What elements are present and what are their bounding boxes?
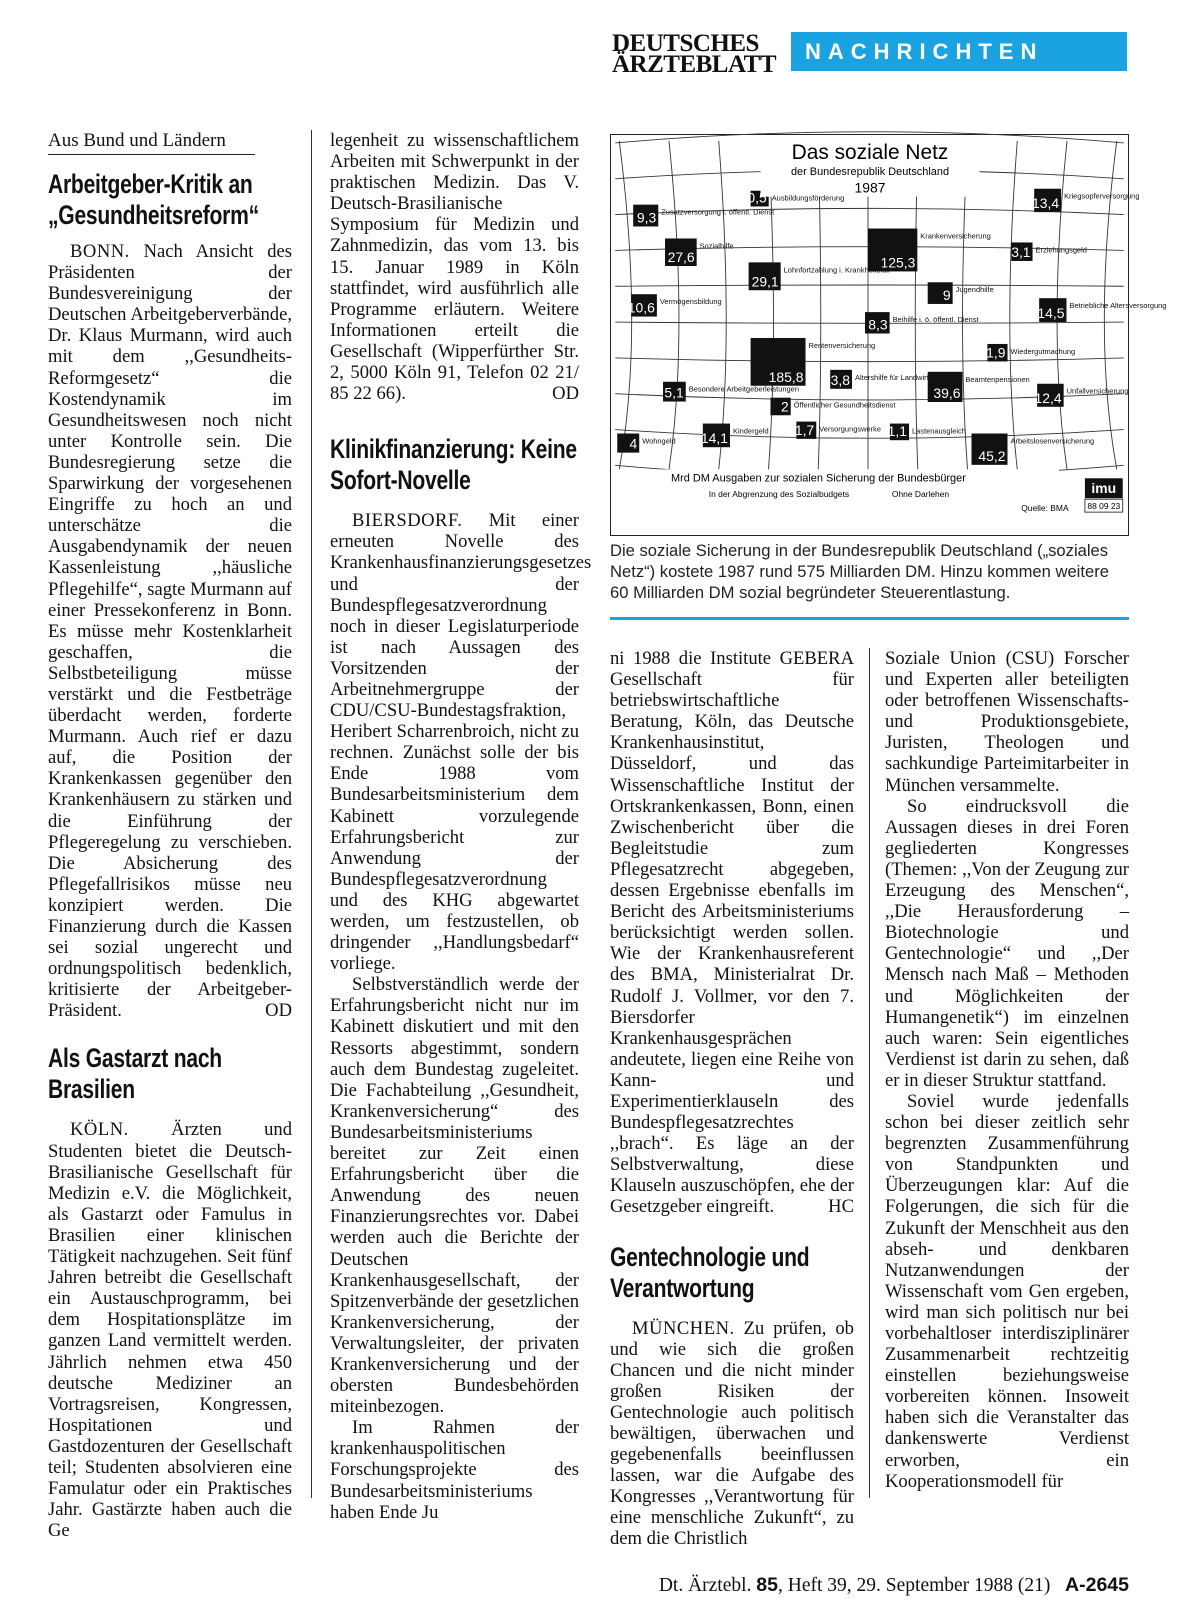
cell-value: 1,1	[887, 423, 908, 440]
cell-label: Besondere Arbeitgeberleistungen	[688, 384, 799, 394]
cell-label: Beamtenpensionen	[965, 374, 1030, 384]
article-paragraph: Selbstverständlich werde der Erfahrungsbericht nicht nur im Kabinett diskutiert und mit den Ressorts abgestimmt, sondern auch dem Bundestag zugeleitet. Die Fachabteilung ,,Gesundheit, Krankenversicherung“ des Bundesarbeitsministeriums bereitet zur Zeit einen Erfahrungsbericht über die Anwendung des neuen Finanzierungsrechtes vor. Dabei werden auch die Berichte der Deutschen Krankenhausgesellschaft, der Spitzenverbände der gesetzlichen Krankenversicherung, der Verwaltungsleiter, der privaten Krankenversicherung und der obersten Bundesbehörden miteinbezogen.	[330, 974, 579, 1418]
cell-label: Wohngeld	[642, 436, 676, 446]
cell-label: Beihilfe i. ö. öffentl. Dienst	[892, 315, 979, 325]
cell-label: Arbeitslosenversicherung	[1010, 436, 1095, 446]
cell-label: Ausbildungsförderung	[771, 193, 845, 203]
cell-label: Versorgungswerke	[819, 424, 881, 434]
cell-label: Betriebliche Altersversorgung	[1069, 301, 1167, 311]
article-paragraph: So eindrucksvoll die Aussagen dieses in drei Foren gegliederten Kongresses (Themen: ,,Von der Zeugung zur Erzeugung des Menschen“, ,,Die Herausforderung – Biotechnologie und Gentechnologie“ und ,,Der Mensch nach Maß – Methoden und Möglichkeiten der Humangenetik“) im einzelnen auch waren: Sein eigentliches Verdienst ist darin zu sehen, daß er in dieser Struktur stattfand.	[885, 795, 1129, 1091]
article-continuation: legenheit zu wissenschaftlichem Arbeiten mit Schwerpunkt in der praktischen Medizin. Das V. Deutsch-Brasilianische Symposium für Medizin und Zahnmedizin, das vom 13. bis 15. Januar 1989 in Köln stattfindet, wird ausführlich alle Programme erläutern. Weitere Informationen erteilt die Gesellschaft (Wipperfürther Str. 2, 5000 Köln 91, Telefon 02 21/ 85 22 66).	[330, 130, 579, 405]
dateline: KÖLN.	[70, 1119, 129, 1141]
cell-value: 13,4	[1031, 195, 1060, 212]
cell-label: Zusatzversorgung i. öffentl. Dienst	[661, 207, 775, 217]
logo-line-2: ÄRZTEBLATT	[612, 50, 777, 78]
cell-value: 0,5	[747, 189, 767, 206]
article-continuation: Soziale Union (CSU) Forscher und Experten aller beteiligten oder betroffenen Wissenschafts- und Produktionsgebiete, Juristen, Theologen und sachkundige Parteimitarbeiter in München versammelte.	[885, 648, 1129, 796]
cell-value: 8,3	[868, 316, 888, 333]
chart-subtitle: der Bundesrepublik Deutschland	[790, 165, 950, 178]
cell-label: Unfallversicherung	[1066, 386, 1129, 396]
journal-logo	[612, 30, 777, 78]
cell-value: 3,1	[1011, 243, 1031, 260]
article-body: Nach Ansicht des Präsidenten der Bundesvereinigung der Deutschen Arbeitgeberverbände, Dr. Klaus Murmann, wird auch mit dem ,,Gesundheits-Reformgesetz“ die Kostendynamik im Gesundheitswesen noch nicht unter Kontrolle sein. Die Bundesregierung setze die Sparwirkung der vorgesehenen Eingriffe zu hoch an und unterschätze die Ausgabendynamik der neuen Kassenleistung ,,häusliche Pflegehilfe“, sagte Murmann auf einer Pressekonferenz in Bonn. Es müsse mehr Kostenklarheit geschaffen, die Selbstbeteiligung müsse verstärkt und die Festbeträge überdacht werden, forderte Murmann. Auch rief er dazu auf, die Position der Krankenkassen gegenüber den Krankenhäusern zu stärken und die Einführung der Pflegeregelung zu verschieben. Die Absicherung des Pflegefallrisikos müsse neu konzipiert werden. Die Finanzierung durch die Kassen sei sozial ungerecht und ordnungspolitisch bedenklich, kritisierte der Arbeitgeber-Präsident.	[48, 241, 292, 1022]
page-footer	[583, 1574, 1129, 1597]
cell-value: 39,6	[933, 385, 961, 402]
article-continuation: ni 1988 die Institute GEBERA Gesellschaft für betriebswirtschaftliche Beratung, Köln, das Deutsche Krankenhausinstitut, Düsseldorf, und das Wissenschaftliche Institut der Ortskrankenkassen, Bonn, einen Zwischenbericht über die Begleitstudie zum Pflegesatzrecht abgegeben, dessen Ergebnisse ebenfalls im Bericht des Arbeitsministeriums berücksichtigt werden sollen. Wie der Krankenhausreferent des BMA, Ministerialrat Dr. Rudolf J. Vollmer, vor den 7. Biersdorfer Krankenhausgesprächen andeutete, liegen eine Reihe von Kann- und Experimentierklauseln des Bundespflegesatzrechtes ,,brach“. Es läge an der Selbstverwaltung, diese Klauseln auszuschöpfen, ehe der Gesetzgeber eingreift.	[610, 648, 854, 1218]
cell-label: Jugendhilfe	[955, 285, 994, 295]
column-4	[885, 648, 1129, 1492]
cell-value: 4	[629, 435, 638, 452]
cell-label: Altershilfe für Landwirte	[855, 372, 933, 382]
author-sign: OD	[265, 1000, 292, 1022]
cell-value: 9	[942, 286, 951, 303]
imu-badge-text: imu	[1091, 480, 1117, 497]
column-2	[330, 130, 592, 1523]
author-sign: OD	[552, 383, 579, 405]
cell-label: Rentenversicherung	[808, 340, 876, 350]
chart-source: Quelle: BMA	[1021, 503, 1069, 514]
cell-value: 14,1	[700, 430, 729, 447]
logo-line-1: DEUTSCHES	[612, 30, 759, 57]
cell-value: 1,7	[794, 421, 815, 438]
author-sign: HC	[828, 1196, 854, 1218]
article-paragraph: Im Rahmen der krankenhauspolitischen Forschungsprojekte des Bundesarbeitsministeriums haben Ende Ju	[330, 1417, 579, 1523]
cell-label: Öffentlicher Gesundheitsdienst	[793, 400, 896, 410]
net-cells	[617, 189, 1066, 465]
cell-label: Kindergeld	[733, 426, 769, 436]
headline-gentechnologie: Gentechnologie und Verantwortung	[610, 1241, 810, 1303]
dateline: MÜNCHEN.	[632, 1317, 735, 1339]
net-line	[615, 358, 1123, 362]
dateline: BONN.	[70, 241, 130, 262]
column-rule	[311, 130, 312, 1498]
cell-value: 1,9	[986, 344, 1006, 361]
cell-value: 29,1	[751, 273, 779, 290]
cell-label: Erziehungsgeld	[1035, 245, 1087, 255]
cell-label: Lohnfortzahlung i. Krankheitsfall	[783, 265, 890, 275]
footnote-1: In der Abgrenzung des Sozialbudgets	[708, 489, 850, 500]
cell-value: 45,2	[978, 447, 1006, 464]
footer-issue: , Heft 39, 29. September 1988 (21)	[778, 1575, 1051, 1596]
cell-value: 185,8	[768, 368, 804, 385]
cell-value: 3,8	[830, 371, 851, 388]
column-1	[48, 130, 292, 1541]
column-rule	[869, 648, 870, 1498]
cell-label: Kriegsopferversorgung	[1064, 191, 1140, 201]
cell-value: 9,3	[636, 209, 657, 226]
cell-value: 125,3	[880, 254, 916, 271]
cell-value: 10,6	[627, 299, 655, 316]
footer-page: A-2645	[1065, 1574, 1129, 1596]
net-line	[1010, 141, 1017, 469]
cell-label: Wiedergutmachung	[1010, 346, 1076, 356]
section-rubric: NACHRICHTEN	[791, 32, 1127, 71]
headline-gastarzt: Als Gastarzt nach Brasilien	[48, 1043, 222, 1105]
cell-value: 2	[780, 398, 789, 415]
footer-volume: 85	[756, 1574, 778, 1596]
cell-value: 12,4	[1034, 389, 1062, 406]
chart-year: 1987	[854, 179, 886, 196]
chart-caption: Die soziale Sicherung in der Bundesrepublik Deutschland („soziales Netz“) kostete 1987 rund 575 Milliarden DM. Hinzu kommen weitere 60 Milliarden DM sozial begründeter Steuerentlastung.	[610, 541, 1109, 602]
headline-klinikfinanzierung: Klinikfinanzierung: Keine Sofort-Novelle	[330, 434, 577, 496]
footer-journal: Dt. Ärztebl.	[658, 1575, 752, 1596]
chart-title: Das soziale Netz	[791, 140, 949, 164]
headline-arbeitgeber: Arbeitgeber-Kritik an „Gesundheitsreform“	[48, 169, 259, 230]
social-net-chart	[610, 134, 1167, 536]
unit-label: Mrd DM Ausgaben zur sozialen Sicherung der Bundesbürger	[670, 472, 966, 485]
cell-label: Sozialhilfe	[699, 241, 734, 251]
footnote-2: Ohne Darlehen	[891, 489, 950, 500]
column-3	[610, 648, 854, 1550]
cell-label: Krankenversicherung	[920, 231, 991, 241]
section-divider	[610, 617, 1129, 620]
net-line	[615, 285, 1123, 286]
article-body: Ärzten und Studenten bietet die Deutsch-Brasilianische Gesellschaft für Medizin e.V. die Möglichkeit, als Gastarzt oder Famulus in Brasilien einer klinischen Tätigkeit nachzugehen. Seit fünf Jahren betreibt die Gesellschaft ein Austauschprogramm, bei dem Hospitationsplätze im ganzen Land vermittelt werden. Jährlich nehmen etwa 450 deutsche Mediziner an Vortragsreisen, Kongressen, Hospitationen und Gastdozenturen der Gesellschaft teil; Studenten absolvieren eine Famulatur oder ein Praktisches Jahr. Gastärzte haben auch die Ge	[48, 1119, 292, 1542]
article-body: Zu prüfen, ob und wie sich die großen Chancen und die nicht minder großen Risiken der Gentechnologie auch politisch bewältigen, überwachen und gegebenenfalls beeinflussen lassen, war die Aufgabe des Kongresses ,,Verantwortung für eine menschliche Zukunft“, zu dem die Christlich	[610, 1317, 854, 1550]
cell-label: Lastenausgleich	[912, 426, 966, 436]
section-kicker: Aus Bund und Ländern	[48, 130, 226, 151]
cell-value: 5,1	[664, 384, 684, 401]
cell-value: 27,6	[667, 249, 695, 266]
cell-value: 14,5	[1037, 304, 1065, 321]
dateline: BIERSDORF.	[352, 510, 463, 532]
cell-label: Vermögensbildung	[659, 297, 722, 307]
article-body: Mit einer erneuten Novelle des Krankenhausfinanzierungsgesetzes und der Bundespflegesatzverordnung noch in dieser Legislaturperiode ist nach Aussagen des Vorsitzenden der Arbeitnehmergruppe der CDU/CSU-Bundestagsfraktion, Heribert Scharrenbroich, nicht zu rechnen. Zunächst solle der bis Ende 1988 vom Bundesarbeitsministerium dem Kabinett vorzulegende Erfahrungsbericht zur Anwendung der Bundespflegesatzverordnung und des KHG abgewartet werden, um festzustellen, ob dringender ,,Handlungsbedarf“ vorliege.	[330, 510, 592, 975]
article-paragraph: Soviel wurde jedenfalls schon bei dieser zeitlich sehr begrenzten Zusammenführung von Standpunkten und Überzeugungen klar: Auf die Folgerungen, die sich für die Zukunft der Menschheit aus den abseh- und denkbaren Nutzanwendungen der Wissenschaft vom Gen ergeben, wird man sich politisch nur bei vorbehaltloser interdisziplinärer Zusammenarbeit rechtzeitig einstellen beziehungsweise vorbereiten können. Insoweit haben sich die Veranstalter das dankenswerte Verdienst erworben, ein Kooperationsmodell für	[885, 1090, 1129, 1492]
badge-code: 88 09 23	[1087, 501, 1121, 512]
